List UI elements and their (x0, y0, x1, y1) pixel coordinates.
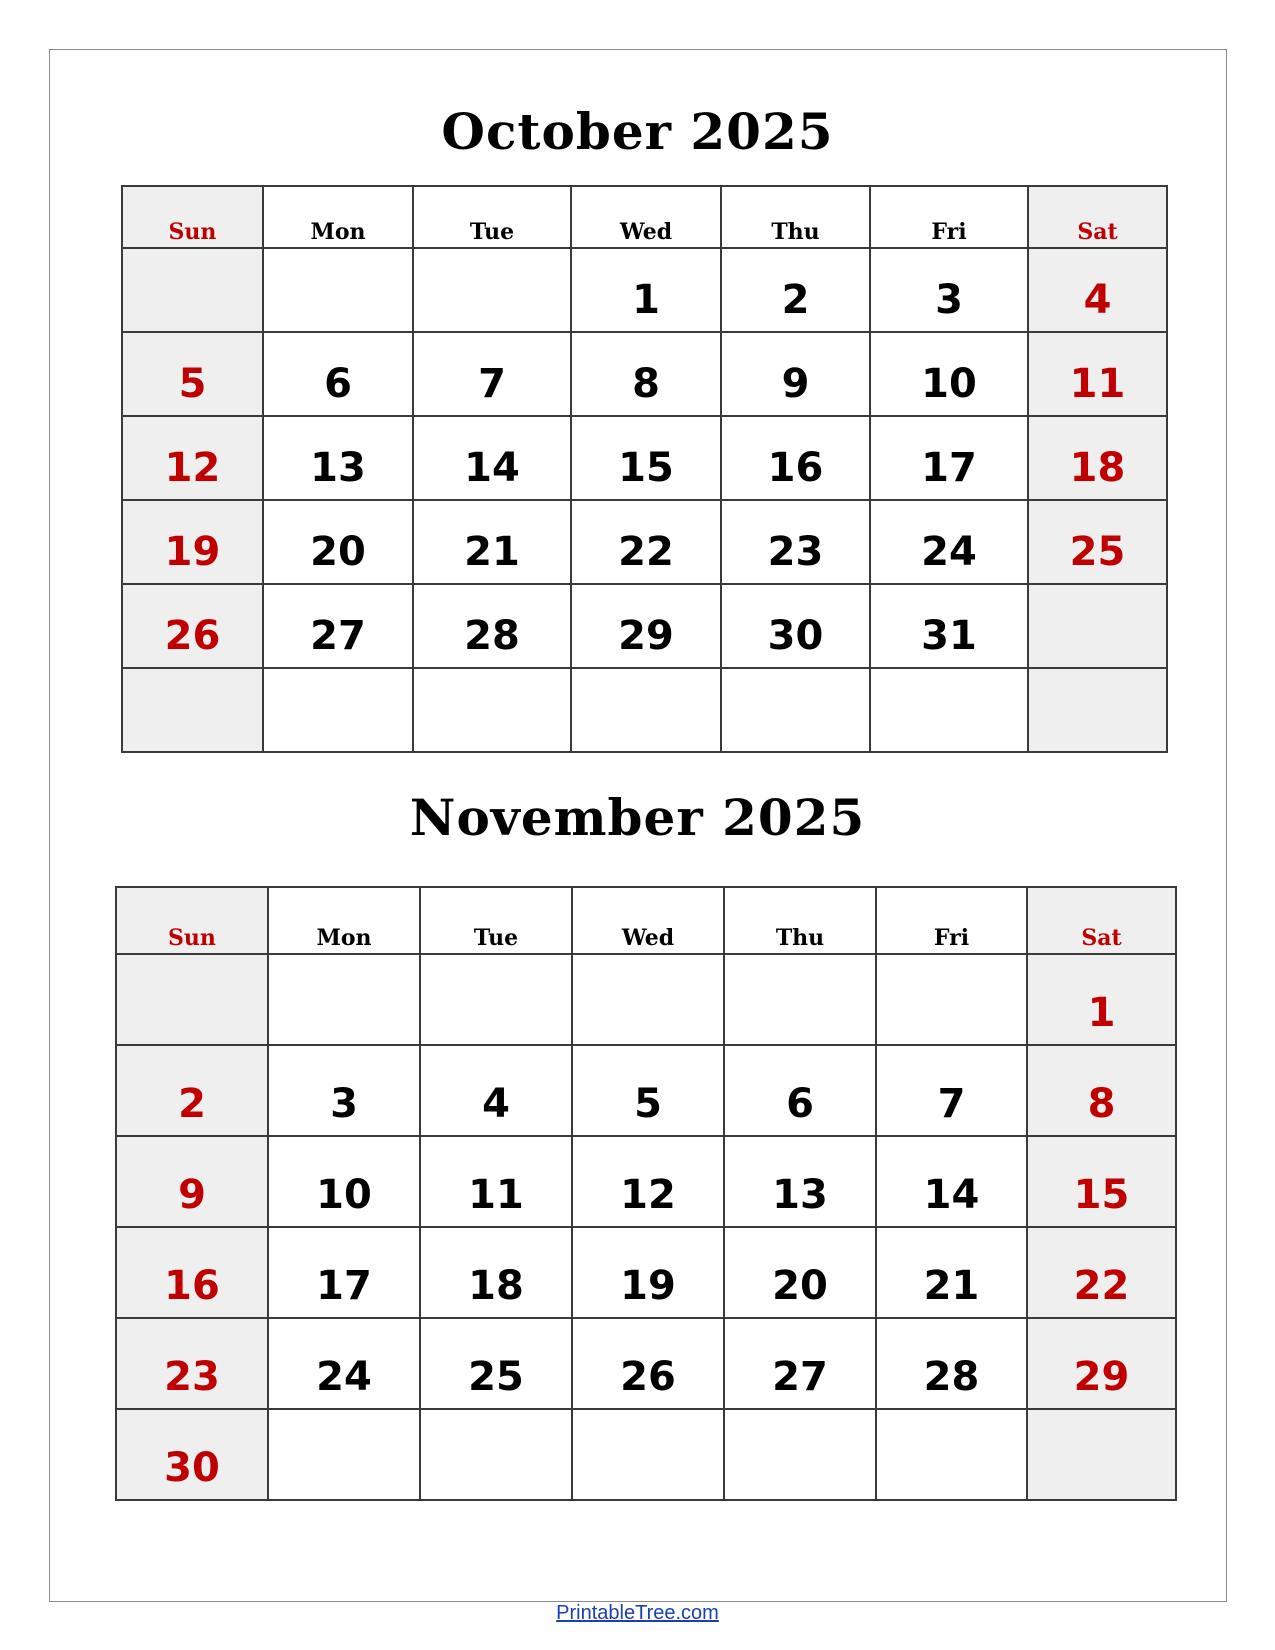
day-cell: 7 (876, 1045, 1027, 1136)
weekday-header-wed: Wed (572, 887, 724, 954)
day-cell: 22 (1027, 1227, 1176, 1318)
day-cell: 17 (268, 1227, 420, 1318)
day-cell (1027, 1409, 1176, 1500)
day-cell: 24 (870, 500, 1028, 584)
day-cell (721, 668, 870, 752)
day-cell: 5 (572, 1045, 724, 1136)
day-cell (263, 248, 413, 332)
day-cell: 28 (876, 1318, 1027, 1409)
day-cell: 18 (1028, 416, 1167, 500)
day-cell: 7 (413, 332, 571, 416)
day-cell: 14 (413, 416, 571, 500)
week-row (116, 1136, 1176, 1227)
month-title-november: November 2025 (409, 788, 866, 847)
weekday-header-row (116, 887, 1176, 954)
day-cell: 22 (571, 500, 721, 584)
day-cell: 8 (571, 332, 721, 416)
day-cell: 10 (268, 1136, 420, 1227)
day-cell: 31 (870, 584, 1028, 668)
month-title-october: October 2025 (441, 102, 834, 161)
footer-link-printabletree[interactable]: PrintableTree.com (556, 1602, 719, 1624)
day-cell: 19 (572, 1227, 724, 1318)
day-cell: 27 (724, 1318, 876, 1409)
calendar-grid-november (115, 886, 1177, 1501)
day-cell (420, 1409, 572, 1500)
day-cell (413, 248, 571, 332)
day-cell: 19 (122, 500, 263, 584)
week-row (122, 584, 1167, 668)
weekday-header-sun: Sun (116, 887, 268, 954)
week-row (116, 1318, 1176, 1409)
day-cell (1028, 584, 1167, 668)
day-cell: 2 (116, 1045, 268, 1136)
day-cell (420, 954, 572, 1045)
day-cell: 17 (870, 416, 1028, 500)
day-cell: 4 (420, 1045, 572, 1136)
day-cell: 26 (122, 584, 263, 668)
day-cell: 26 (572, 1318, 724, 1409)
weekday-header-wed: Wed (571, 186, 721, 248)
day-cell: 28 (413, 584, 571, 668)
weekday-header-tue: Tue (420, 887, 572, 954)
day-cell: 13 (724, 1136, 876, 1227)
day-cell: 20 (724, 1227, 876, 1318)
day-cell: 30 (721, 584, 870, 668)
day-cell: 30 (116, 1409, 268, 1500)
day-cell: 3 (870, 248, 1028, 332)
day-cell: 23 (721, 500, 870, 584)
day-cell: 6 (724, 1045, 876, 1136)
day-cell: 15 (571, 416, 721, 500)
weekday-header-fri: Fri (870, 186, 1028, 248)
day-cell (724, 1409, 876, 1500)
week-row (116, 1227, 1176, 1318)
day-cell: 3 (268, 1045, 420, 1136)
day-cell: 1 (571, 248, 721, 332)
week-row (122, 416, 1167, 500)
day-cell (268, 1409, 420, 1500)
day-cell (263, 668, 413, 752)
day-cell (1028, 668, 1167, 752)
weekday-header-fri: Fri (876, 887, 1027, 954)
day-cell: 24 (268, 1318, 420, 1409)
day-cell (116, 954, 268, 1045)
day-cell: 12 (572, 1136, 724, 1227)
day-cell: 23 (116, 1318, 268, 1409)
day-cell: 21 (876, 1227, 1027, 1318)
day-cell: 12 (122, 416, 263, 500)
calendar-grid-october (121, 185, 1168, 753)
day-cell: 16 (721, 416, 870, 500)
day-cell (122, 668, 263, 752)
day-cell: 5 (122, 332, 263, 416)
day-cell: 16 (116, 1227, 268, 1318)
weekday-header-row (122, 186, 1167, 248)
day-cell: 11 (1028, 332, 1167, 416)
week-row (116, 1409, 1176, 1500)
day-cell (268, 954, 420, 1045)
week-row (122, 500, 1167, 584)
day-cell: 10 (870, 332, 1028, 416)
day-cell (572, 1409, 724, 1500)
day-cell (876, 954, 1027, 1045)
day-cell: 1 (1027, 954, 1176, 1045)
day-cell: 18 (420, 1227, 572, 1318)
day-cell: 14 (876, 1136, 1027, 1227)
day-cell: 8 (1027, 1045, 1176, 1136)
day-cell (572, 954, 724, 1045)
weekday-header-sat: Sat (1028, 186, 1167, 248)
weekday-header-tue: Tue (413, 186, 571, 248)
day-cell: 4 (1028, 248, 1167, 332)
day-cell: 27 (263, 584, 413, 668)
day-cell: 29 (1027, 1318, 1176, 1409)
day-cell: 6 (263, 332, 413, 416)
day-cell (876, 1409, 1027, 1500)
day-cell: 15 (1027, 1136, 1176, 1227)
weekday-header-mon: Mon (268, 887, 420, 954)
day-cell: 20 (263, 500, 413, 584)
day-cell: 13 (263, 416, 413, 500)
week-row (122, 668, 1167, 752)
week-row (122, 332, 1167, 416)
week-row (116, 954, 1176, 1045)
weekday-header-sun: Sun (122, 186, 263, 248)
day-cell: 11 (420, 1136, 572, 1227)
day-cell: 21 (413, 500, 571, 584)
day-cell (724, 954, 876, 1045)
day-cell (122, 248, 263, 332)
day-cell: 25 (420, 1318, 572, 1409)
weekday-header-mon: Mon (263, 186, 413, 248)
weekday-header-thu: Thu (721, 186, 870, 248)
day-cell: 9 (116, 1136, 268, 1227)
day-cell: 25 (1028, 500, 1167, 584)
day-cell: 2 (721, 248, 870, 332)
weekday-header-sat: Sat (1027, 887, 1176, 954)
day-cell (870, 668, 1028, 752)
day-cell: 9 (721, 332, 870, 416)
week-row (116, 1045, 1176, 1136)
day-cell: 29 (571, 584, 721, 668)
weekday-header-thu: Thu (724, 887, 876, 954)
week-row (122, 248, 1167, 332)
day-cell (413, 668, 571, 752)
day-cell (571, 668, 721, 752)
